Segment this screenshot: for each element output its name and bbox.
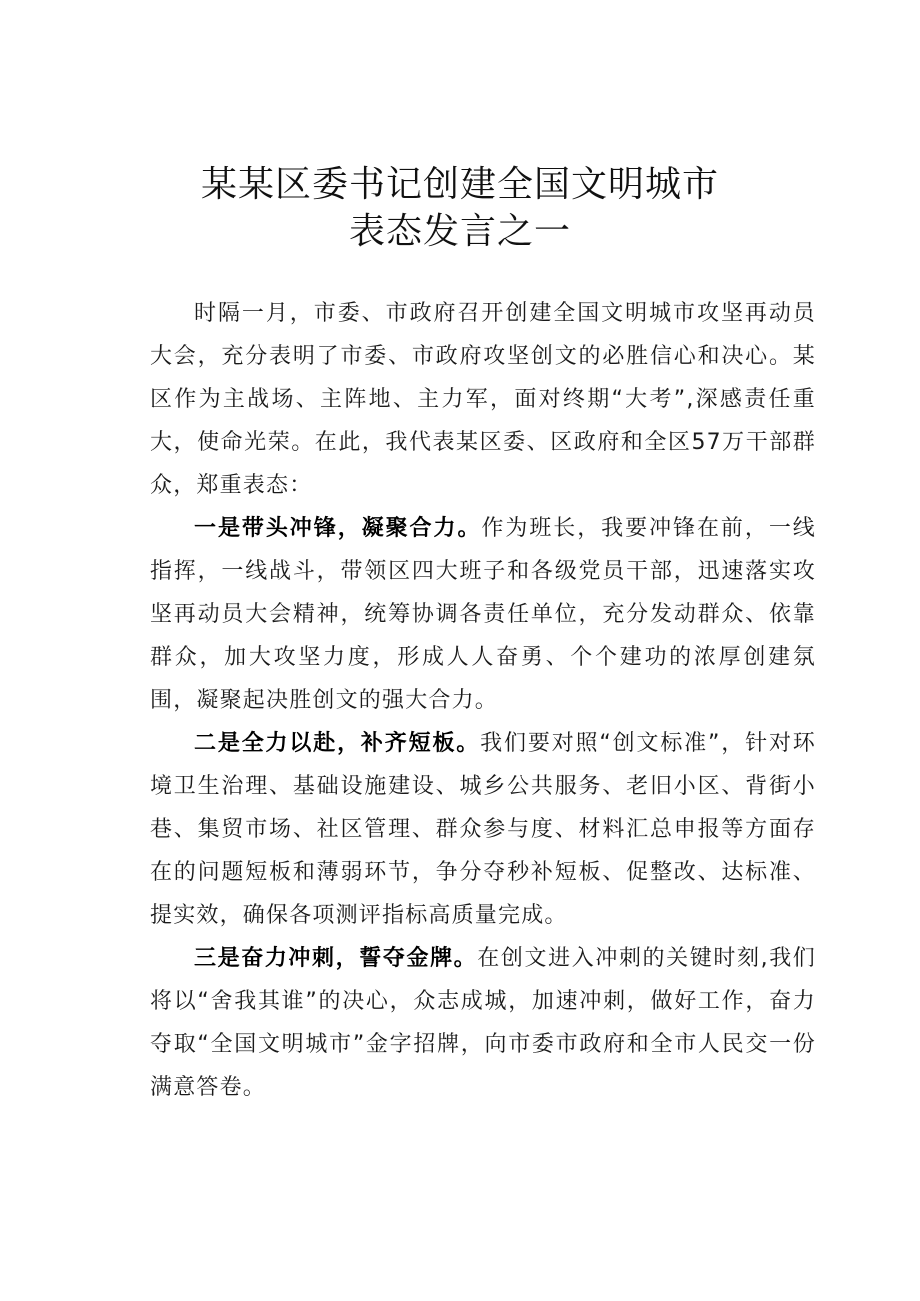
- paragraph-text: 我们要对照“创文标准”，针对环境卫生治理、基础设施建设、城乡公共服务、老旧小区、背街小巷、集贸市场、社区管理、群众参与度、材料汇总申报等方面存在的问题短板和薄弱环节，争分夺秒补短板、促整改、达标准、提实效，确保各项测评指标高质量完成。: [150, 731, 816, 928]
- paragraph-point-2: [150, 722, 816, 937]
- paragraph-lead: 三是奋力冲刺，誓夺金牌。: [194, 946, 478, 971]
- document-title-line-2: 表态发言之一: [348, 211, 571, 252]
- paragraph-text: 在创文进入冲刺的关键时刻,我们将以“舍我其谁”的决心，众志成城，加速冲刺，做好工作，奋力夺取“全国文明城市”金字招牌，向市委市政府和全市人民交一份满意答卷。: [150, 946, 816, 1100]
- paragraph-lead: 二是全力以赴，补齐短板。: [194, 731, 481, 756]
- paragraph-text: 作为班长，我要冲锋在前，一线指挥，一线战斗，带领区四大班子和各级党员干部，迅速落实攻坚再动员大会精神，统筹协调各责任单位，充分发动群众、依靠群众，加大攻坚力度，形成人人奋勇、个个建功的浓厚创建氛围，凝聚起决胜创文的强大合力。: [150, 516, 816, 713]
- paragraph-point-3: [150, 937, 816, 1109]
- document-title-line-1: 某某区委书记创建全国文明城市: [200, 164, 719, 205]
- document-body: [150, 292, 816, 1109]
- paragraph-text: 时隔一月，市委、市政府召开创建全国文明城市攻坚再动员大会，充分表明了市委、市政府攻坚创文的必胜信心和决心。某区作为主战场、主阵地、主力军，面对终期“大考”,深感责任重大，使命光荣。在此，我代表某区委、区政府和全区57万干部群众，郑重表态：: [150, 301, 816, 498]
- paragraph-intro: [150, 292, 816, 507]
- paragraph-lead: 一是带头冲锋，凝聚合力。: [194, 516, 482, 541]
- paragraph-point-1: [150, 507, 816, 722]
